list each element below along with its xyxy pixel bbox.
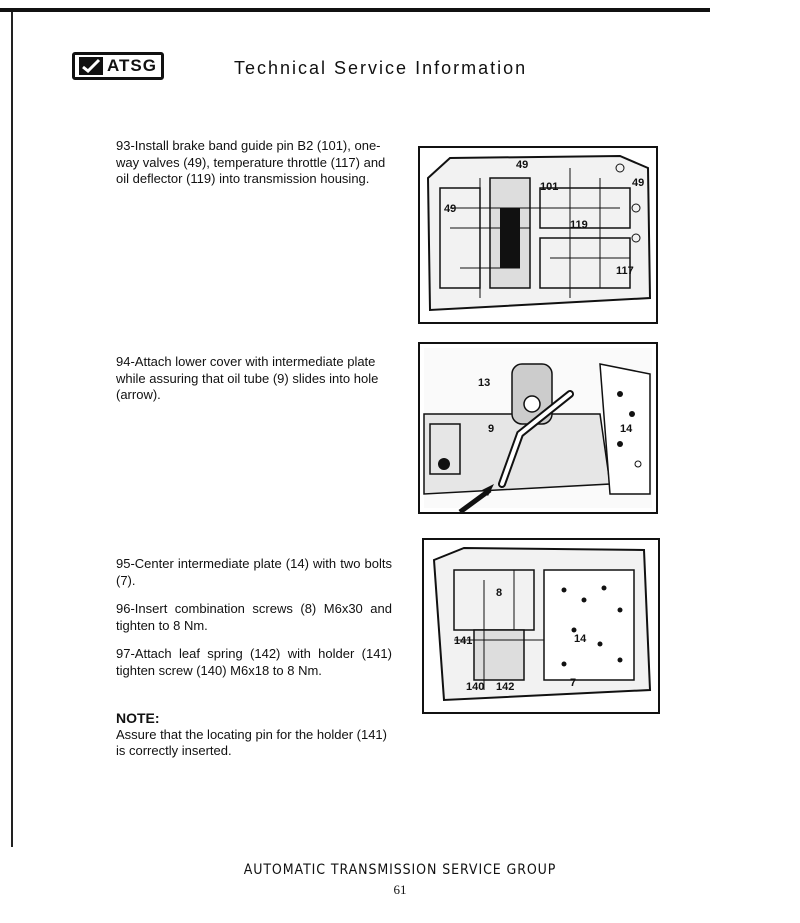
fig1-label-49-right: 49 [632,177,645,189]
page-number: 61 [393,882,407,897]
figure-lower-cover [418,342,658,514]
fig3-label-14: 14 [574,633,587,645]
atsg-logo [72,52,164,80]
intermediate-plate-drawing [424,540,658,712]
fig1-label-49-left: 49 [444,203,457,215]
fig2-label-9: 9 [488,423,495,435]
figure-intermediate-plate [422,538,660,714]
fig3-label-142: 142 [496,681,515,693]
lower-cover-drawing [420,344,656,512]
page-title: Technical Service Information [234,58,528,78]
step-93: 93-Install brake band guide pin B2 (101), one-way valves (49), temperature throttle (117) and oil deflector (119) into transmission housing. [116,138,386,186]
step-97: 97-Attach leaf spring (142) with holder (141) tighten screw (140) M6x18 to 8 Nm. [116,646,392,678]
step-94: 94-Attach lower cover with intermediate plate while assuring that oil tube (9) slides into hole (arrow). [116,354,379,402]
checkmark-icon [79,57,103,75]
note-text: Assure that the locating pin for the holder (141) is correctly inserted. [116,726,387,758]
left-rule [11,12,13,847]
fig2-label-14: 14 [620,423,633,435]
fig1-label-49-top: 49 [516,159,529,171]
footer-org: AUTOMATIC TRANSMISSION SERVICE GROUP [243,862,557,878]
note-block [116,710,392,760]
fig3-label-141: 141 [454,635,473,647]
logo-text: ATSG [107,56,157,75]
fig3-label-7: 7 [570,677,577,689]
figure-valve-body [418,146,658,324]
fig1-label-117: 117 [616,265,634,277]
fig3-label-8: 8 [496,587,503,599]
step-95: 95-Center intermediate plate (14) with two bolts (7). [116,556,392,588]
valve-body-drawing [420,148,656,322]
fig3-label-140: 140 [466,681,485,693]
step-96: 96-Insert combination screws (8) M6x30 and tighten to 8 Nm. [116,601,392,633]
fig1-label-119: 119 [570,219,588,231]
fig2-label-13: 13 [478,377,491,389]
note-heading: NOTE: [116,710,160,726]
fig1-label-101: 101 [540,181,559,193]
top-rule [0,8,710,12]
